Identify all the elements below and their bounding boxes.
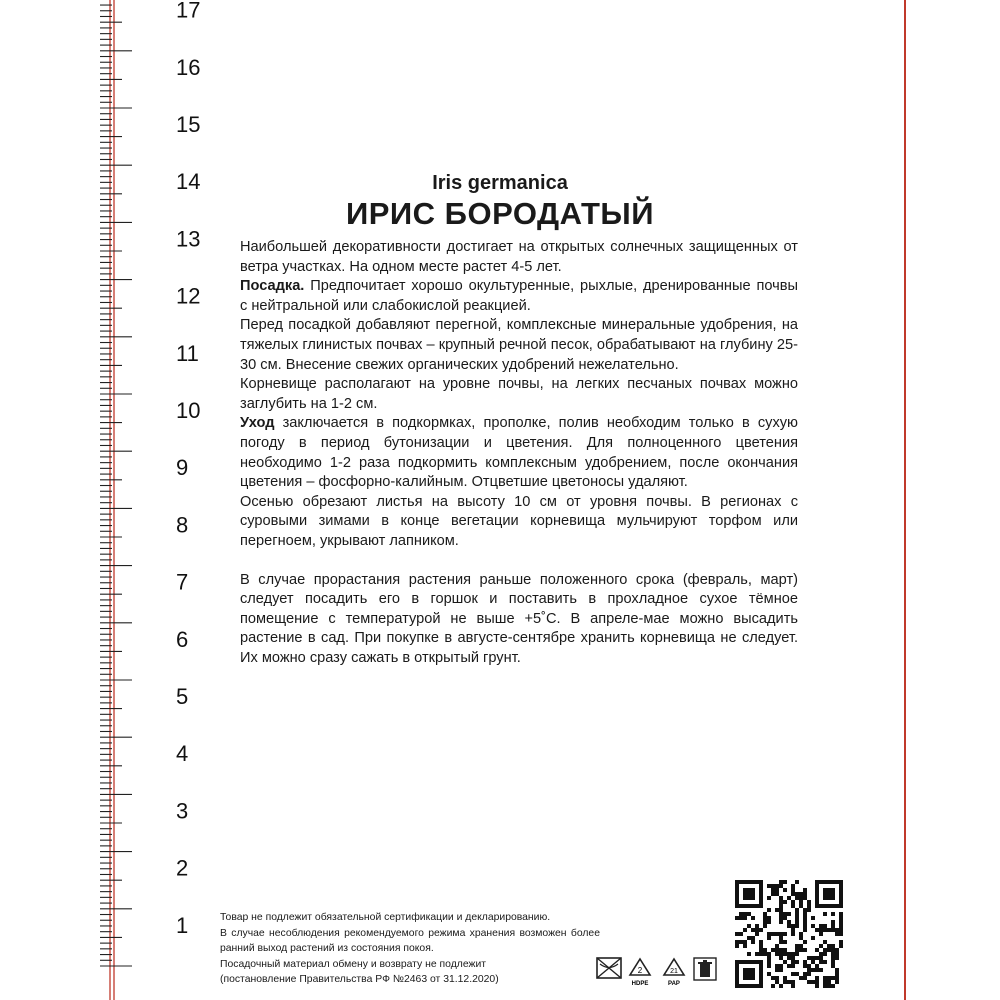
ruler-label-14: 14 <box>176 169 201 195</box>
ruler-label-4: 4 <box>176 741 189 767</box>
ruler-label-5: 5 <box>176 684 189 709</box>
centimeter-ruler <box>98 0 228 1000</box>
cut-line <box>904 0 906 1000</box>
legal-notice <box>220 910 600 988</box>
ruler-label-12: 12 <box>176 283 201 309</box>
paragraph-planting <box>240 277 798 316</box>
legal-line-1: Товар не подлежит обязательной сертификации и декларированию. <box>220 912 551 923</box>
paragraph-fertilizer: Перед посадкой добавляют перегной, комплексные минеральные удобрения, на тяжелых глинистых почвах – крупный речной песок, обрабатывают на глубину 25-30 см. Внесение свежих органических удобрений нежелательно. <box>240 317 798 373</box>
paragraph-rhizome: Корневище располагают на уровне почвы, на легких песчаных почвах можно заглубить на 1-2 см. <box>240 376 798 412</box>
planting-label: Посадка. <box>240 278 305 295</box>
ruler-label-17: 17 <box>176 0 201 23</box>
ruler-label-11: 11 <box>176 340 199 366</box>
ruler-label-16: 16 <box>176 54 201 80</box>
paragraph-conditions: Наибольшей декоративности достигает на открытых солнечных защищенных от ветра участках. На одном месте растет 4-5 лет. <box>240 239 798 275</box>
page-title: ИРИС БОРОДАТЫЙ <box>345 196 655 231</box>
pap-code: 21 <box>670 968 678 975</box>
ruler-label-10: 10 <box>176 398 201 423</box>
ruler-label-7: 7 <box>176 569 189 595</box>
hdpe-code: 2 <box>637 966 643 975</box>
pap-label: PAP <box>668 981 680 987</box>
legal-line-2: В случае несоблюдения рекомендуемого режима хранения возможен более ранний выход растений из состояния покоя. <box>220 927 600 955</box>
ruler-label-15: 15 <box>176 112 201 137</box>
paragraph-care <box>240 414 798 492</box>
description <box>240 238 798 668</box>
legal-line-3: Посадочный материал обмену и возврату не подлежит <box>220 958 487 970</box>
legal-line-4: (постановление Правительства РФ №2463 от 31.12.2020) <box>220 974 499 986</box>
recycle-hdpe-icon <box>630 959 650 987</box>
ruler-label-13: 13 <box>176 226 201 252</box>
planting-text: Предпочитает хорошо окультуренные, рыхлые, дренированные почвы с нейтральной или слабокислой реакцией. <box>240 278 798 314</box>
ruler-label-6: 6 <box>176 626 189 652</box>
paragraph-autumn: Осенью обрезают листья на высоту 10 см от уровня почвы. В регионах с суровыми зимами в конце вегетации корневища мульчируют торфом или перегноем, укрывают лапником. <box>240 493 798 549</box>
ruler-label-8: 8 <box>176 512 189 538</box>
latin-name: Iris germanica <box>432 172 568 194</box>
care-text: заключается в подкормках, прополке, полив необходим только в сухую погоду в период бутонизации и цветения. Для полноценного цветения необходимо 1-2 раза подкормить комплексным удобрением, после окончания цветения – фосфорно-калийным. Отцветшие цветоносы удаляют. <box>240 415 798 491</box>
trash-bin-icon <box>694 958 716 980</box>
ruler-label-2: 2 <box>176 855 189 881</box>
hdpe-label: HDPE <box>631 981 649 987</box>
no-wash-icon <box>597 958 621 978</box>
paragraph-storage: В случае прорастания растения раньше положенного срока (февраль, март) следует посадить его в горшок и поставить в прохладное сухое тёмное помещение с температурой не выше +5˚С. В апреле-мае можно высадить растение в сад. При покупке в августе-сентябре хранить корневища не следует. Их можно сразу сажать в открытый грунт. <box>240 571 798 666</box>
ruler-label-3: 3 <box>176 798 189 824</box>
qr-code[interactable] <box>735 880 843 988</box>
ruler-label-1: 1 <box>176 912 189 938</box>
packaging-icons <box>594 955 724 987</box>
care-label: Уход <box>240 415 275 432</box>
recycle-pap-icon <box>664 959 684 987</box>
ruler-label-9: 9 <box>176 455 189 481</box>
